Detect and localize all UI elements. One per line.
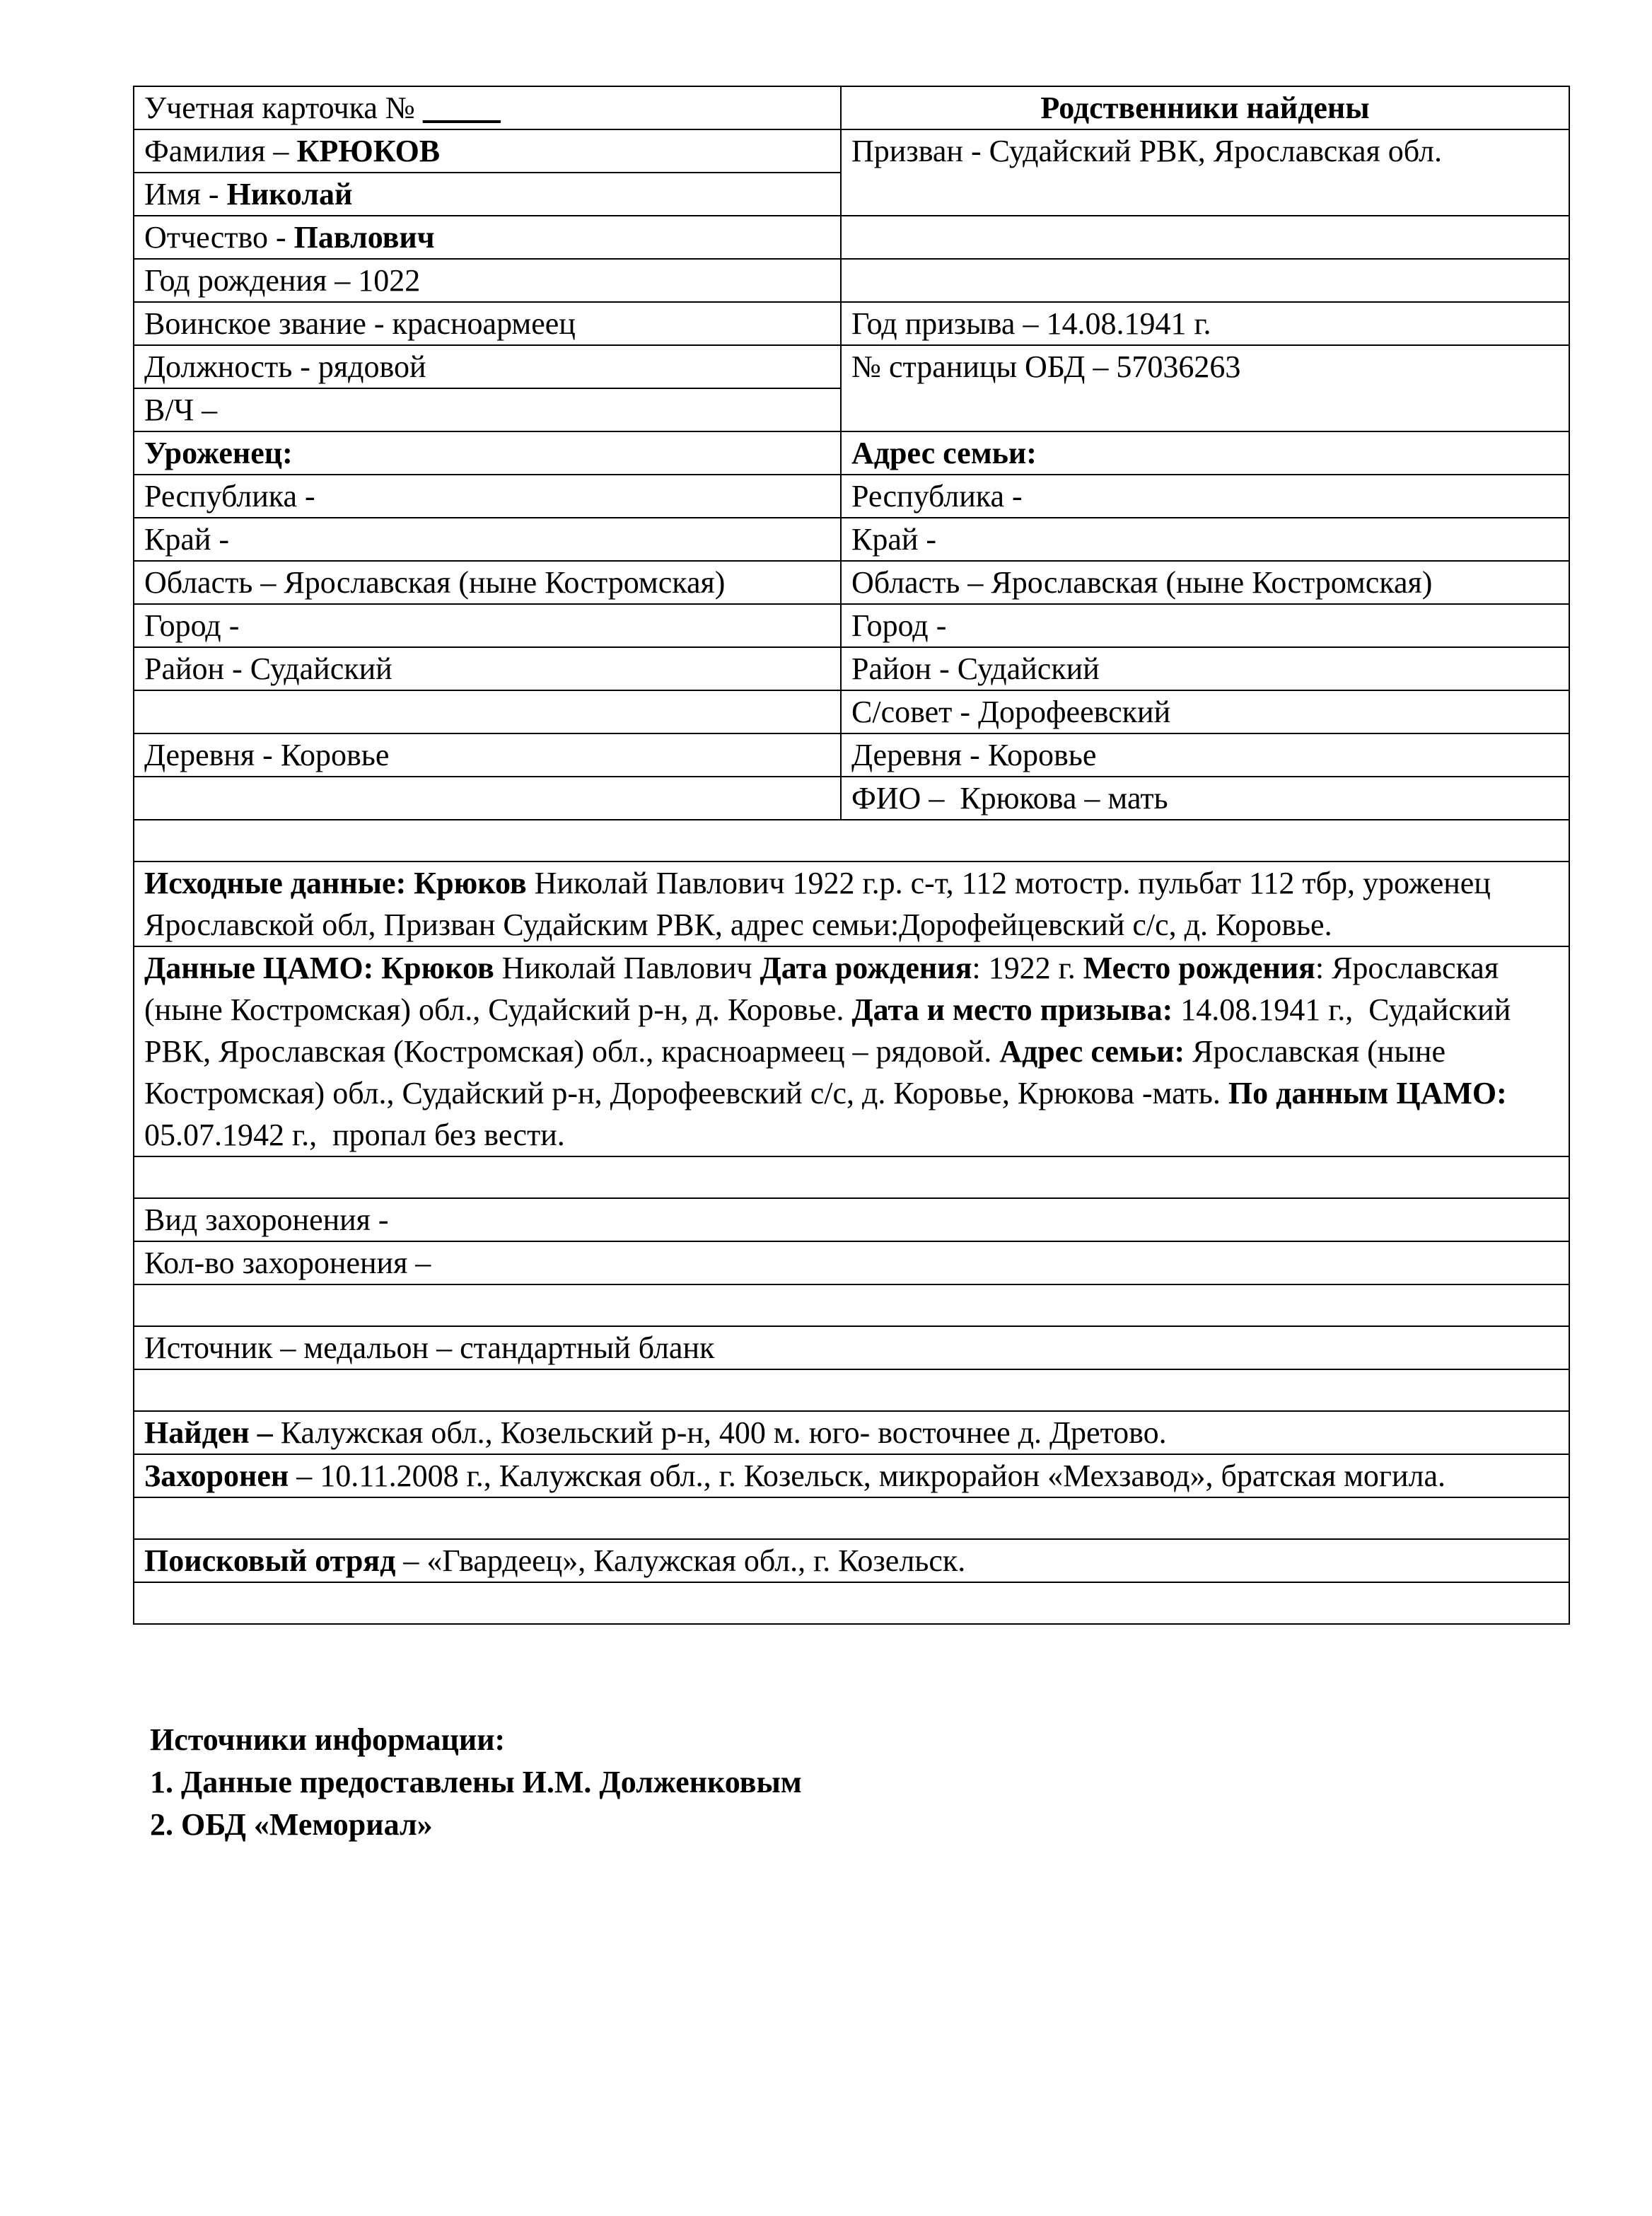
burial-count-cell xyxy=(134,1241,1569,1284)
birth-city: Город - xyxy=(144,608,240,643)
tsamo-label: Данные ЦАМО: Крюков xyxy=(144,951,494,985)
patronymic-label: Отчество - xyxy=(144,220,294,255)
found-cell xyxy=(134,1411,1569,1454)
family-text: Ярославская (ныне Костромская) обл., Судайский р-н, Дорофеевский с/с, д. Коровье, Крюкова -мать. xyxy=(144,1034,1453,1110)
family-oblast-cell xyxy=(841,561,1569,604)
buried-cell xyxy=(134,1454,1569,1497)
name-label: Имя - xyxy=(144,177,227,211)
tsamo-fate-text: 05.07.1942 г., пропал без вести. xyxy=(144,1076,1515,1152)
birth-oblast: Область – Ярославская (ныне Костромская) xyxy=(144,565,726,600)
unit: В/Ч – xyxy=(144,393,218,427)
family-krai: Край - xyxy=(851,522,937,557)
draft-year-cell xyxy=(841,302,1569,345)
card-number-cell xyxy=(134,86,841,129)
search-team-label: Поисковый отряд xyxy=(144,1543,396,1578)
family-republic: Республика - xyxy=(851,479,1023,514)
family-address-heading: Адрес семьи: xyxy=(851,436,1037,470)
name-cell xyxy=(134,173,841,216)
surname-label: Фамилия – xyxy=(144,134,297,168)
position: Должность - рядовой xyxy=(144,349,426,384)
birth-district-cell xyxy=(134,647,841,690)
family-city: Город - xyxy=(851,608,947,643)
family-selsovet-cell xyxy=(841,690,1569,733)
empty-cell xyxy=(134,777,841,820)
rank: Воинское звание - красноармеец xyxy=(144,306,576,341)
sources-block xyxy=(150,1719,802,1846)
record-card-table xyxy=(133,86,1570,1625)
birth-year: Год рождения – 1022 xyxy=(144,263,421,298)
buried-label: Захоронен xyxy=(144,1458,289,1493)
search-team-text: – «Гвардеец», Калужская обл., г. Козельск. xyxy=(395,1543,966,1578)
patronymic-cell xyxy=(134,216,841,259)
found-text: Калужская обл., Козельский р-н, 400 м. юго- восточнее д. Дретово. xyxy=(272,1415,1167,1450)
family-district-cell xyxy=(841,647,1569,690)
surname: КРЮКОВ xyxy=(296,134,441,168)
family-city-cell xyxy=(841,604,1569,647)
draft-year: Год призыва – 14.08.1941 г. xyxy=(851,306,1211,341)
buried-text: – 10.11.2008 г., Калужская обл., г. Козельск, микрорайон «Мехзавод», братская могила. xyxy=(289,1458,1446,1493)
patronymic: Павлович xyxy=(293,220,435,255)
birth-republic-cell xyxy=(134,475,841,518)
family-fio-cell xyxy=(841,777,1569,820)
source-cell xyxy=(134,1326,1569,1369)
empty-row xyxy=(134,1582,1569,1624)
family-label: Адрес семьи: xyxy=(999,1034,1185,1069)
draft-label: Дата и место призыва: xyxy=(851,992,1173,1027)
burial-type-cell xyxy=(134,1198,1569,1241)
family-fio: ФИО – Крюкова – мать xyxy=(851,781,1168,816)
card-number: _____ xyxy=(422,91,501,125)
search-team-cell xyxy=(134,1539,1569,1582)
empty-row xyxy=(134,820,1569,862)
birth-krai-cell xyxy=(134,518,841,561)
card-label: Учетная карточка № xyxy=(144,91,415,125)
empty-cell xyxy=(841,259,1569,302)
position-cell xyxy=(134,345,841,388)
family-oblast: Область – Ярославская (ныне Костромская) xyxy=(851,565,1433,600)
tsamo-cell xyxy=(134,946,1569,1156)
birth-village: Деревня - Коровье xyxy=(144,738,390,772)
first-name: Николай xyxy=(226,177,353,211)
empty-cell xyxy=(134,690,841,733)
birth-date-label: Дата рождения xyxy=(760,951,972,985)
birth-oblast-cell xyxy=(134,561,841,604)
birth-district: Район - Судайский xyxy=(144,651,392,686)
family-krai-cell xyxy=(841,518,1569,561)
source-item: 1. Данные предоставлены И.М. Долженковым xyxy=(150,1765,802,1799)
rank-cell xyxy=(134,302,841,345)
source-item: 2. ОБД «Мемориал» xyxy=(150,1807,433,1842)
burial-type: Вид захоронения - xyxy=(144,1202,389,1237)
tsamo-fate-label: По данным ЦАМО: xyxy=(1228,1076,1507,1110)
birth-year-cell xyxy=(134,259,841,302)
unit-cell xyxy=(134,388,841,431)
birthplace-heading: Уроженец: xyxy=(144,436,293,470)
birth-place-text: : Ярославская (ныне Костромская) обл., Судайский р-н, д. Коровье. xyxy=(144,951,1507,1027)
birth-krai: Край - xyxy=(144,522,230,557)
empty-row xyxy=(134,1284,1569,1326)
obd-page-cell xyxy=(841,345,1569,431)
drafted-text: Призван - Судайский РВК, Ярославская обл. xyxy=(851,134,1442,168)
birth-date-text: : 1922 г. xyxy=(972,951,1083,985)
empty-row xyxy=(134,1156,1569,1198)
found-label: Найден – xyxy=(144,1415,273,1450)
empty-cell xyxy=(841,216,1569,259)
empty-row xyxy=(134,1497,1569,1539)
burial-source: Источник – медальон – стандартный бланк xyxy=(144,1330,715,1365)
burial-count: Кол-во захоронения – xyxy=(144,1246,431,1280)
family-selsovet: С/совет - Дорофеевский xyxy=(851,695,1171,729)
family-village-cell xyxy=(841,733,1569,777)
family-address-heading-cell xyxy=(841,431,1569,475)
birth-city-cell xyxy=(134,604,841,647)
family-village: Деревня - Коровье xyxy=(851,738,1097,772)
sources-heading: Источники информации: xyxy=(150,1722,506,1757)
birth-village-cell xyxy=(134,733,841,777)
birth-place-label: Место рождения xyxy=(1083,951,1315,985)
relatives-status-cell xyxy=(841,86,1569,129)
empty-row xyxy=(134,1369,1569,1411)
source-data-label: Исходные данные: Крюков xyxy=(144,866,527,900)
family-district: Район - Судайский xyxy=(851,651,1100,686)
birthplace-heading-cell xyxy=(134,431,841,475)
tsamo-text: Николай Павлович xyxy=(494,951,760,985)
relatives-status: Родственники найдены xyxy=(1040,91,1370,125)
obd-page: № страницы ОБД – 57036263 xyxy=(851,349,1241,384)
source-data-cell xyxy=(134,862,1569,946)
source-data-text: Николай Павлович 1922 г.р. с-т, 112 мотостр. пульбат 112 тбр, уроженец Ярославской обл, Призван Судайским РВК, адрес семьи:Дорофейцевский с/с, д. Коровье. xyxy=(144,866,1491,942)
draft-text: 14.08.1941 г., Судайский РВК, Ярославская (Костромская) обл., красноармеец – рядовой. xyxy=(144,992,1519,1069)
surname-cell xyxy=(134,129,841,173)
birth-republic: Республика - xyxy=(144,479,315,514)
family-republic-cell xyxy=(841,475,1569,518)
drafted-cell xyxy=(841,129,1569,216)
